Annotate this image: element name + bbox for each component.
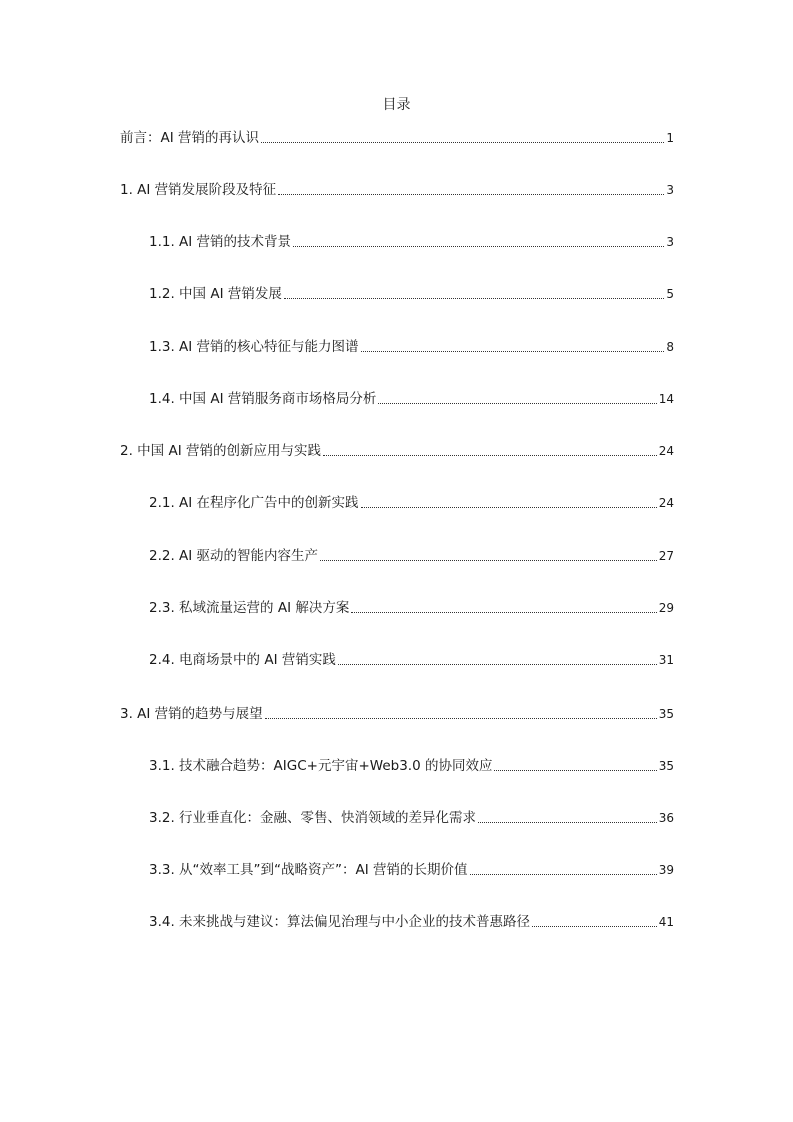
toc-entry-label: 1. AI 营销发展阶段及特征: [120, 182, 277, 198]
toc-page-number: 41: [658, 915, 674, 929]
toc-page-number: 35: [658, 707, 674, 721]
toc-entry-section-2-3[interactable]: [149, 597, 674, 619]
dot-leader: [278, 193, 664, 195]
dot-leader: [293, 245, 664, 247]
toc-entry-section-1-2[interactable]: [149, 283, 674, 305]
dot-leader: [351, 611, 656, 613]
toc-entry-section-1-3[interactable]: [149, 336, 674, 358]
toc-entry-label: 3.1. 技术融合趋势：AIGC+元宇宙+Web3.0 的协同效应: [149, 758, 493, 774]
toc-page-number: 3: [666, 183, 674, 197]
toc-entry-label: 1.1. AI 营销的技术背景: [149, 234, 292, 250]
dot-leader: [265, 717, 657, 719]
toc-entry-label: 1.3. AI 营销的核心特征与能力图谱: [149, 339, 359, 355]
toc-entry-label: 2.1. AI 在程序化广告中的创新实践: [149, 495, 359, 511]
toc-entry-label: 3.2. 行业垂直化：金融、零售、快消领域的差异化需求: [149, 810, 477, 826]
toc-entry-chapter-1[interactable]: [120, 179, 674, 201]
toc-entry-label: 2.4. 电商场景中的 AI 营销实践: [149, 652, 336, 668]
toc-entry-label: 2. 中国 AI 营销的创新应用与实践: [120, 443, 321, 459]
toc-entry-section-3-3[interactable]: [149, 859, 674, 881]
toc-page-number: 5: [666, 287, 674, 301]
page-title: 目录: [382, 97, 411, 113]
dot-leader: [323, 454, 657, 456]
toc-entry-section-1-1[interactable]: [149, 231, 674, 253]
toc-entry-section-2-4[interactable]: [149, 649, 674, 671]
dot-leader: [320, 559, 657, 561]
toc-page-number: 8: [666, 340, 674, 354]
dot-leader: [361, 506, 657, 508]
toc-page-number: 29: [658, 601, 674, 615]
dot-leader: [478, 821, 657, 823]
dot-leader: [361, 350, 665, 352]
toc-page-number: 24: [658, 444, 674, 458]
dot-leader: [284, 297, 665, 299]
toc-entry-label: 3. AI 营销的趋势与展望: [120, 706, 263, 722]
toc-page-number: 36: [658, 811, 674, 825]
toc-entry-label: 前言：AI 营销的再认识: [120, 130, 260, 146]
toc-page-number: 1: [666, 131, 674, 145]
toc-entry-label: 3.4. 未来挑战与建议：算法偏见治理与中小企业的技术普惠路径: [149, 914, 531, 930]
toc-entry-section-2-1[interactable]: [149, 492, 674, 514]
toc-entry-label: 2.2. AI 驱动的智能内容生产: [149, 548, 319, 564]
toc-page-number: 35: [658, 759, 674, 773]
toc-page-number: 14: [658, 392, 674, 406]
toc-entry-preface[interactable]: [120, 127, 674, 149]
dot-leader: [378, 402, 656, 404]
toc-page-number: 24: [658, 496, 674, 510]
dot-leader: [338, 663, 657, 665]
toc-entry-label: 1.4. 中国 AI 营销服务商市场格局分析: [149, 391, 377, 407]
toc-entry-section-2-2[interactable]: [149, 545, 674, 567]
dot-leader: [470, 873, 657, 875]
toc-entry-section-3-4[interactable]: [149, 911, 674, 933]
toc-entry-label: 3.3. 从“效率工具”到“战略资产”：AI 营销的长期价值: [149, 862, 468, 878]
toc-entry-label: 2.3. 私域流量运营的 AI 解决方案: [149, 600, 350, 616]
toc-page-number: 39: [658, 863, 674, 877]
toc-page-number: 27: [658, 549, 674, 563]
toc-entry-chapter-3[interactable]: [120, 703, 674, 725]
toc-entry-section-3-2[interactable]: [149, 807, 674, 829]
toc-entry-section-3-1[interactable]: [149, 755, 674, 777]
dot-leader: [261, 141, 664, 143]
toc-page-number: 31: [658, 653, 674, 667]
dot-leader: [494, 769, 656, 771]
toc-page-number: 3: [666, 235, 674, 249]
toc-entry-chapter-2[interactable]: [120, 440, 674, 462]
toc-entry-section-1-4[interactable]: [149, 388, 674, 410]
toc-entry-label: 1.2. 中国 AI 营销发展: [149, 286, 282, 302]
dot-leader: [532, 925, 657, 927]
